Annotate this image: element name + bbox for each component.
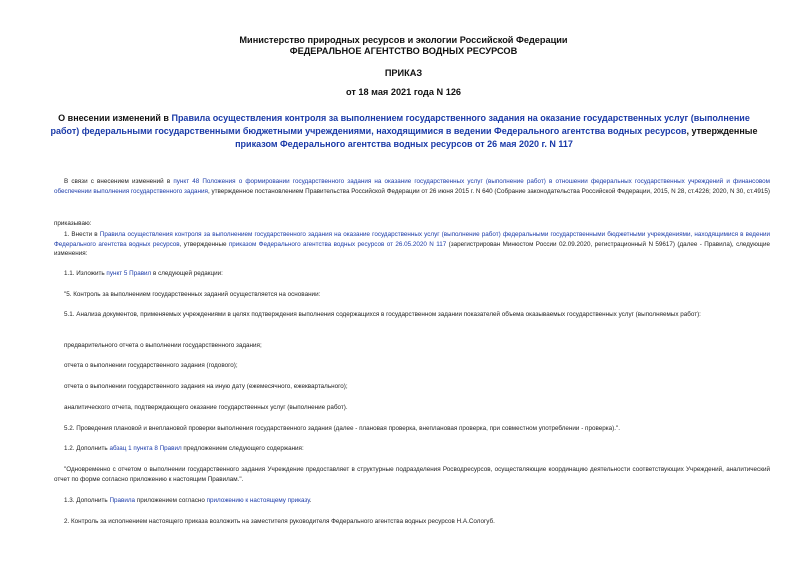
item1-2-paragraph <box>54 444 304 454</box>
agency-heading: ФЕДЕРАЛЬНОЕ АГЕНТСТВО ВОДНЫХ РЕСУРСОВ <box>289 46 518 56</box>
title-text-1: О внесении изменений в <box>58 113 172 123</box>
item1-link-rules[interactable]: Правила осуществления контроля за выполнением государственного задания на оказание государственных услуг (выполнение работ) федеральными государственными бюджетными учреждениями, находящимися в ведении Федерального агентства водных ресурсов <box>54 231 770 248</box>
item5-2-paragraph: 5.2. Проведения плановой и внеплановой проверки выполнения государственного задания (далее - плановая проверка, внеплановая проверка, при совместном употреблении - проверка).". <box>64 425 620 432</box>
list-item: предварительного отчета о выполнении государственного задания; <box>64 342 262 349</box>
item1-3-paragraph <box>54 496 312 506</box>
item1-3-text-1: 1.3. Дополнить <box>64 497 110 504</box>
title-link-rules[interactable]: Правила осуществления контроля за выполнением государственного задания на оказание государственных услуг (выполнение работ) федеральными государственными бюджетными учреждениями, находящимися в ведении Федерального агентства водных ресурсов <box>50 113 750 137</box>
item1-2-text-1: 1.2. Дополнить <box>64 445 110 452</box>
title-text-2: , утвержденные <box>686 126 758 137</box>
list-item: отчета о выполнении государственного задания (годового); <box>64 362 238 369</box>
item1-2-text-2: предложением следующего содержания: <box>181 445 304 452</box>
quote8-paragraph: "Одновременно с отчетом о выполнении государственного задания Учреждение предоставляет в структурные подразделения Росводресурсов, осуществляющие координацию деятельности соответствующих Учреждений, аналитический отчет по форме согласно приложению к настоящим Правилам.". <box>54 466 770 483</box>
item1-text-1: 1. Внести в <box>64 231 100 238</box>
item1-1-link-point5[interactable]: пункт 5 Правил <box>106 270 152 277</box>
intro-text-1: В связи с внесением изменений в <box>64 178 174 185</box>
item1-3-text-2: приложением согласно <box>135 497 207 504</box>
item5-1-paragraph: 5.1. Анализа документов, применяемых учреждениями в целях подтверждения выполнения содержащихся в государственном задании показателей объема оказываемых государственных услуг (выполняемых работ): <box>64 311 701 318</box>
item1-text-3: (зарегистрирован Минюстом России 02.09.2020, регистрационный N 59617) (далее - Правила), следующие изменения: <box>54 240 770 258</box>
item1-3-link-rules[interactable]: Правила <box>109 497 136 504</box>
intro-text-2: , утвержденное постановлением Правительства Российской Федерации от 26 июня 2015 г. N 640 (Собрание законодательства Российской Федерации, 2015, N 28, ст.4226; 2020, N 30, ст.4915) <box>207 187 770 195</box>
intro-paragraph <box>54 177 770 196</box>
ministry-heading: Министерство природных ресурсов и экологии Российской Федерации <box>239 35 568 45</box>
quote5-paragraph: "5. Контроль за выполнением государственных заданий осуществляется на основании: <box>64 291 321 298</box>
item1-3-link-appendix[interactable]: приложению к настоящему приказу <box>206 497 310 504</box>
item1-paragraph <box>54 230 770 259</box>
title-link-order[interactable]: приказом Федерального агентства водных ресурсов от 26 мая 2020 г. N 117 <box>235 139 573 150</box>
item1-1-paragraph <box>54 269 223 279</box>
date-number-heading: от 18 мая 2021 года N 126 <box>345 87 462 97</box>
intro-link-point48[interactable]: пункт 48 Положения о формировании государственного задания на оказание государственных услуг (выполнение работ) в отношении федеральных государственных учреждений и финансовом обеспечении выполнения государственного задания <box>54 178 770 195</box>
item2-paragraph: 2. Контроль за исполнением настоящего приказа возложить на заместителя руководителя Федерального агентства водных ресурсов Н.А.Сологуб. <box>64 518 495 525</box>
page-title <box>44 112 764 152</box>
item1-link-order[interactable]: приказом Федерального агентства водных ресурсов от 26.05.2020 N 117 <box>228 240 447 248</box>
item1-2-link-paragraph1[interactable]: абзац 1 пункта 8 Правил <box>109 445 182 452</box>
item1-1-text-2: в следующей редакции: <box>151 270 223 277</box>
prikazyvayu-text: приказываю: <box>54 220 92 227</box>
item1-3-text-3: . <box>309 497 312 504</box>
doc-type-heading: ПРИКАЗ <box>384 68 423 78</box>
list-item: аналитического отчета, подтверждающего оказание государственных услуг (выполнение работ). <box>64 404 348 411</box>
item1-text-2: , утвержденные <box>179 240 229 248</box>
list-item: отчета о выполнении государственного задания на иную дату (ежемесячного, ежеквартального); <box>64 383 348 390</box>
item1-1-text-1: 1.1. Изложить <box>64 270 107 277</box>
